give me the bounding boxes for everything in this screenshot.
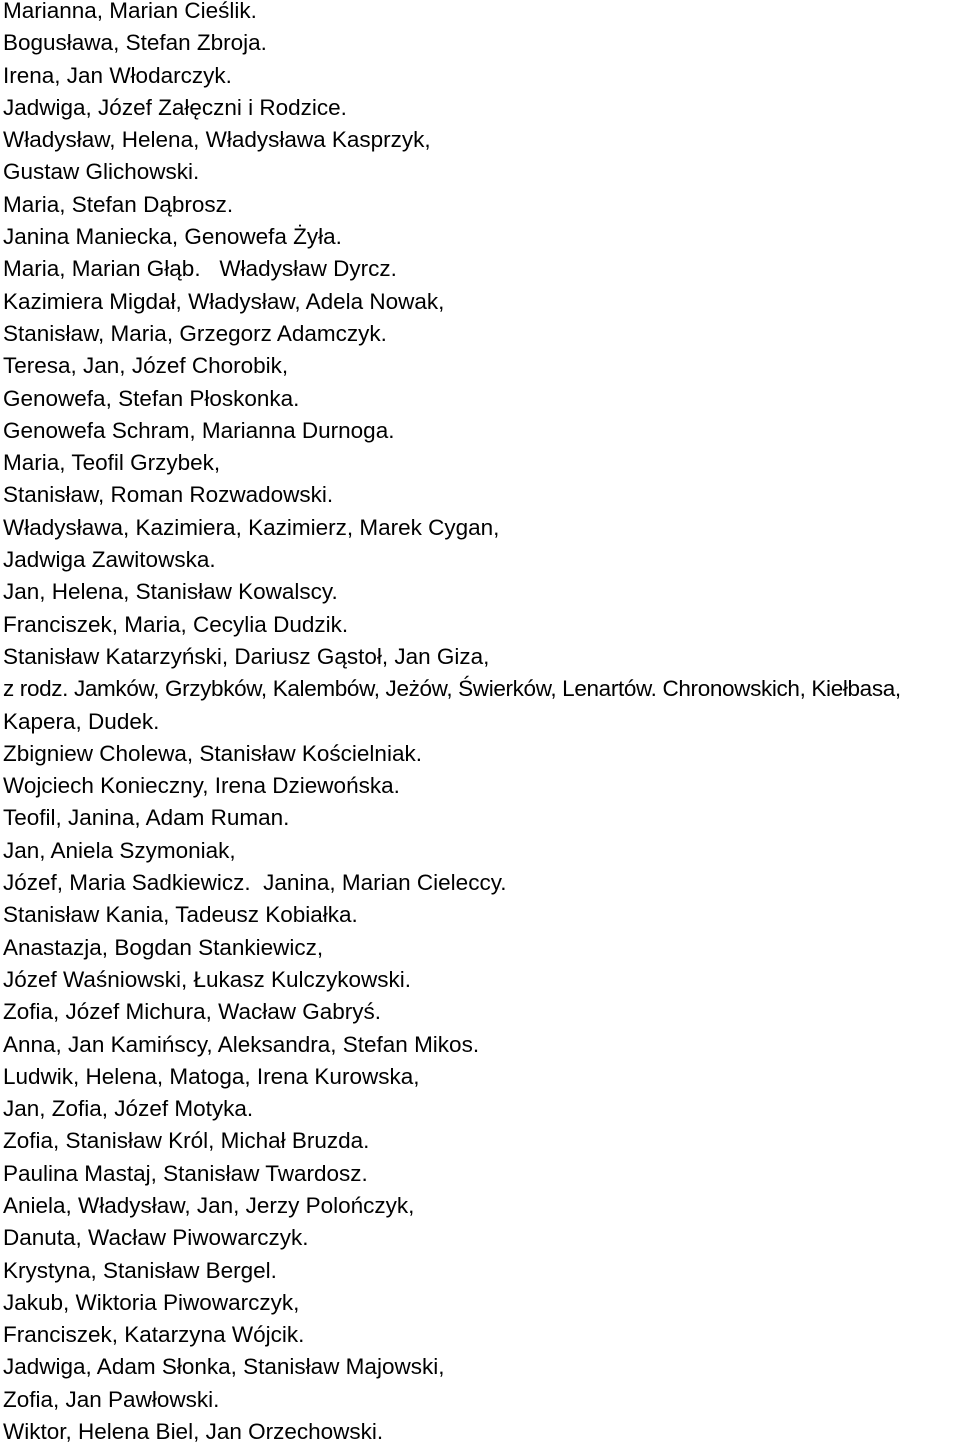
text-line-25: Wojciech Konieczny, Irena Dziewońska. <box>3 773 400 799</box>
text-line-45: Wiktor, Helena Biel, Jan Orzechowski. <box>3 1419 384 1445</box>
text-line-11: Stanisław, Maria, Grzegorz Adamczyk. <box>3 320 387 346</box>
document-text <box>3 0 958 1448</box>
text-line-4: Jadwiga, Józef Załęczni i Rodzice. <box>3 94 347 120</box>
text-line-19: Jan, Helena, Stanisław Kowalscy. <box>3 579 338 605</box>
text-line-5: Władysław, Helena, Władysława Kasprzyk, <box>3 127 431 153</box>
text-line-31: Józef Waśniowski, Łukasz Kulczykowski. <box>3 966 412 992</box>
text-line-38: Aniela, Władysław, Jan, Jerzy Polończyk, <box>3 1192 415 1218</box>
text-line-12: Teresa, Jan, Józef Chorobik, <box>3 353 289 379</box>
text-line-8: Janina Maniecka, Genowefa Żyła. <box>3 224 342 250</box>
text-line-41: Jakub, Wiktoria Piwowarczyk, <box>3 1289 300 1315</box>
text-line-40: Krystyna, Stanisław Bergel. <box>3 1257 277 1283</box>
text-line-20: Franciszek, Maria, Cecylia Dudzik. <box>3 611 349 637</box>
text-line-32: Zofia, Józef Michura, Wacław Gabryś. <box>3 999 382 1025</box>
text-line-36: Zofia, Stanisław Król, Michał Bruzda. <box>3 1128 370 1154</box>
text-line-39: Danuta, Wacław Piwowarczyk. <box>3 1225 309 1251</box>
text-line-44: Zofia, Jan Pawłowski. <box>3 1386 220 1412</box>
text-line-35: Jan, Zofia, Józef Motyka. <box>3 1096 254 1122</box>
text-line-7: Maria, Stefan Dąbrosz. <box>3 191 234 217</box>
text-line-22: z rodz. Jamków, Grzybków, Kalembów, Jeżów, Świerków, Lenartów. Chronowskich, Kiełbasa, <box>3 676 901 702</box>
text-line-2: Bogusława, Stefan Zbroja. <box>3 30 267 56</box>
text-line-37: Paulina Mastaj, Stanisław Twardosz. <box>3 1160 368 1186</box>
text-line-24: Zbigniew Cholewa, Stanisław Kościelniak. <box>3 740 422 766</box>
text-line-28: Józef, Maria Sadkiewicz. Janina, Marian Cieleccy. <box>3 870 507 896</box>
text-line-1: Marianna, Marian Cieślik. <box>3 0 257 23</box>
text-line-6: Gustaw Glichowski. <box>3 159 200 185</box>
text-line-14: Genowefa Schram, Marianna Durnoga. <box>3 417 395 443</box>
text-line-18: Jadwiga Zawitowska. <box>3 547 216 573</box>
text-line-10: Kazimiera Migdał, Władysław, Adela Nowak, <box>3 288 445 314</box>
text-line-29: Stanisław Kania, Tadeusz Kobiałka. <box>3 902 358 928</box>
text-line-43: Jadwiga, Adam Słonka, Stanisław Majowski, <box>3 1354 445 1380</box>
text-line-17: Władysława, Kazimiera, Kazimierz, Marek Cygan, <box>3 514 500 540</box>
text-line-21: Stanisław Katarzyński, Dariusz Gąstoł, Jan Giza, <box>3 643 490 669</box>
text-line-3: Irena, Jan Włodarczyk. <box>3 62 232 88</box>
text-line-33: Anna, Jan Kamińscy, Aleksandra, Stefan Mikos. <box>3 1031 480 1057</box>
text-line-16: Stanisław, Roman Rozwadowski. <box>3 482 334 508</box>
text-line-15: Maria, Teofil Grzybek, <box>3 450 221 476</box>
text-line-42: Franciszek, Katarzyna Wójcik. <box>3 1322 305 1348</box>
text-line-9: Maria, Marian Głąb. Władysław Dyrcz. <box>3 256 397 282</box>
text-line-30: Anastazja, Bogdan Stankiewicz, <box>3 934 324 960</box>
text-line-27: Jan, Aniela Szymoniak, <box>3 837 236 863</box>
text-line-26: Teofil, Janina, Adam Ruman. <box>3 805 290 831</box>
text-line-13: Genowefa, Stefan Płoskonka. <box>3 385 300 411</box>
text-line-23: Kapera, Dudek. <box>3 708 160 734</box>
text-line-34: Ludwik, Helena, Matoga, Irena Kurowska, <box>3 1063 420 1089</box>
